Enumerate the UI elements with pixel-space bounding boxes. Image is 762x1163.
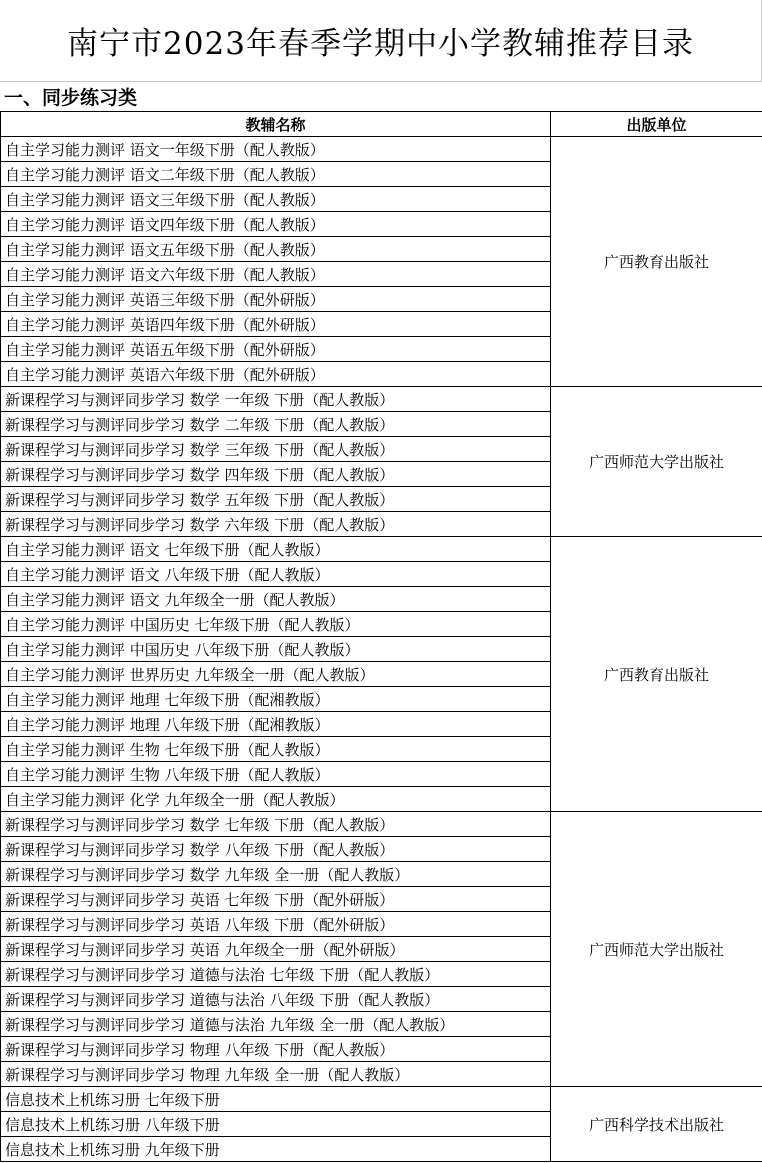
table-row: [1, 137, 762, 162]
book-name-cell: 新课程学习与测评同步学习 数学 六年级 下册（配人教版）: [1, 512, 551, 537]
book-name-cell: 新课程学习与测评同步学习 数学 五年级 下册（配人教版）: [1, 487, 551, 512]
book-name-cell: 自主学习能力测评 地理 七年级下册（配湘教版）: [1, 687, 551, 712]
book-name-cell: 新课程学习与测评同步学习 数学 三年级 下册（配人教版）: [1, 437, 551, 462]
book-name-cell: 自主学习能力测评 语文 七年级下册（配人教版）: [1, 537, 551, 562]
book-name-cell: 自主学习能力测评 中国历史 八年级下册（配人教版）: [1, 637, 551, 662]
table-row: [1, 1087, 762, 1112]
book-name-cell: 自主学习能力测评 语文六年级下册（配人教版）: [1, 262, 551, 287]
book-name-cell: 新课程学习与测评同步学习 道德与法治 八年级 下册（配人教版）: [1, 987, 551, 1012]
book-name-cell: 自主学习能力测评 世界历史 九年级全一册（配人教版）: [1, 662, 551, 687]
book-name-cell: 自主学习能力测评 语文 八年级下册（配人教版）: [1, 562, 551, 587]
book-name-cell: 自主学习能力测评 英语五年级下册（配外研版）: [1, 337, 551, 362]
book-name-cell: 自主学习能力测评 语文 九年级全一册（配人教版）: [1, 587, 551, 612]
publisher-cell: 广西师范大学出版社: [551, 387, 762, 537]
catalog-table: [0, 111, 762, 1162]
book-name-cell: 自主学习能力测评 中国历史 七年级下册（配人教版）: [1, 612, 551, 637]
book-name-cell: 新课程学习与测评同步学习 数学 九年级 全一册（配人教版）: [1, 862, 551, 887]
book-name-cell: 自主学习能力测评 语文一年级下册（配人教版）: [1, 137, 551, 162]
book-name-cell: 自主学习能力测评 生物 七年级下册（配人教版）: [1, 737, 551, 762]
book-name-cell: 新课程学习与测评同步学习 英语 九年级全一册（配外研版）: [1, 937, 551, 962]
book-name-cell: 自主学习能力测评 英语四年级下册（配外研版）: [1, 312, 551, 337]
book-name-cell: 自主学习能力测评 地理 八年级下册（配湘教版）: [1, 712, 551, 737]
publisher-cell: 广西科学技术出版社: [551, 1087, 762, 1162]
book-name-cell: 新课程学习与测评同步学习 数学 八年级 下册（配人教版）: [1, 837, 551, 862]
header-row: [1, 112, 762, 137]
book-name-cell: 自主学习能力测评 语文三年级下册（配人教版）: [1, 187, 551, 212]
book-name-cell: 新课程学习与测评同步学习 英语 七年级 下册（配外研版）: [1, 887, 551, 912]
book-name-cell: 自主学习能力测评 生物 八年级下册（配人教版）: [1, 762, 551, 787]
book-name-cell: 新课程学习与测评同步学习 数学 四年级 下册（配人教版）: [1, 462, 551, 487]
publisher-cell: 广西师范大学出版社: [551, 812, 762, 1087]
book-name-cell: 自主学习能力测评 语文五年级下册（配人教版）: [1, 237, 551, 262]
book-name-cell: 新课程学习与测评同步学习 物理 九年级 全一册（配人教版）: [1, 1062, 551, 1087]
book-name-cell: 自主学习能力测评 英语六年级下册（配外研版）: [1, 362, 551, 387]
table-row: [1, 387, 762, 412]
book-name-cell: 新课程学习与测评同步学习 数学 二年级 下册（配人教版）: [1, 412, 551, 437]
book-name-cell: 自主学习能力测评 语文二年级下册（配人教版）: [1, 162, 551, 187]
book-name-cell: 自主学习能力测评 英语三年级下册（配外研版）: [1, 287, 551, 312]
page-title: 南宁市2023年春季学期中小学教辅推荐目录: [0, 0, 762, 82]
book-name-cell: 自主学习能力测评 化学 九年级全一册（配人教版）: [1, 787, 551, 812]
catalog-body: [1, 137, 762, 1162]
book-name-cell: 自主学习能力测评 语文四年级下册（配人教版）: [1, 212, 551, 237]
book-name-cell: 新课程学习与测评同步学习 物理 八年级 下册（配人教版）: [1, 1037, 551, 1062]
publisher-cell: 广西教育出版社: [551, 537, 762, 812]
publisher-cell: 广西教育出版社: [551, 137, 762, 387]
book-name-cell: 信息技术上机练习册 九年级下册: [1, 1137, 551, 1162]
book-name-cell: 新课程学习与测评同步学习 道德与法治 七年级 下册（配人教版）: [1, 962, 551, 987]
book-name-cell: 信息技术上机练习册 八年级下册: [1, 1112, 551, 1137]
header-name: 教辅名称: [1, 112, 551, 137]
book-name-cell: 新课程学习与测评同步学习 数学 七年级 下册（配人教版）: [1, 812, 551, 837]
table-row: [1, 537, 762, 562]
book-name-cell: 新课程学习与测评同步学习 道德与法治 九年级 全一册（配人教版）: [1, 1012, 551, 1037]
section-heading: 一、同步练习类: [4, 87, 138, 109]
header-publisher: 出版单位: [551, 112, 762, 137]
table-row: [1, 812, 762, 837]
book-name-cell: 信息技术上机练习册 七年级下册: [1, 1087, 551, 1112]
book-name-cell: 新课程学习与测评同步学习 数学 一年级 下册（配人教版）: [1, 387, 551, 412]
book-name-cell: 新课程学习与测评同步学习 英语 八年级 下册（配外研版）: [1, 912, 551, 937]
